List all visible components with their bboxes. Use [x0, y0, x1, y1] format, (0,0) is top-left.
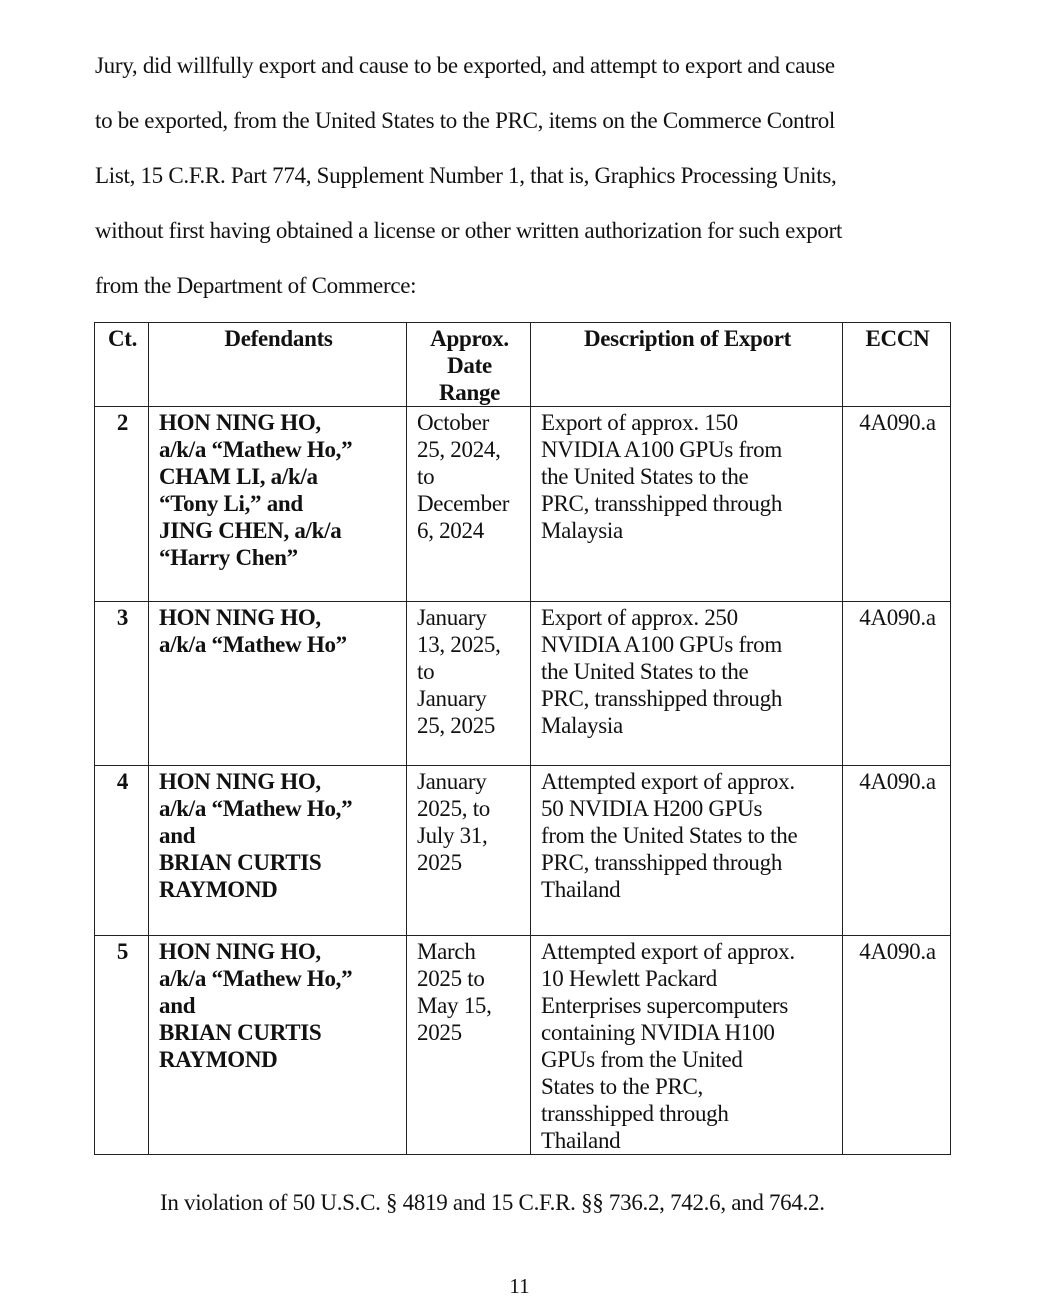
export-counts-table [94, 322, 951, 1155]
date-range-cell [407, 766, 531, 936]
header-date-line: Date [447, 353, 492, 378]
date-line: May 15, [417, 993, 492, 1018]
description-cell [531, 407, 843, 602]
description-line: Attempted export of approx. [541, 939, 795, 964]
defendant-line: JING CHEN, a/k/a [159, 518, 342, 543]
date-line: January [417, 769, 487, 794]
description-line: the United States to the [541, 464, 749, 489]
description-line: Attempted export of approx. [541, 769, 795, 794]
header-ct: Ct. [95, 323, 149, 407]
defendant-line: BRIAN CURTIS [159, 1020, 322, 1045]
description-line: Malaysia [541, 713, 623, 738]
defendant-line: CHAM LI, a/k/a [159, 464, 318, 489]
description-line: the United States to the [541, 659, 749, 684]
header-date-line: Approx. [430, 326, 509, 351]
date-line: 25, 2025 [417, 713, 496, 738]
date-range-cell [407, 936, 531, 1155]
defendant-line: HON NING HO, [159, 939, 321, 964]
date-range-cell [407, 407, 531, 602]
description-line: PRC, transshipped through [541, 686, 783, 711]
description-line: NVIDIA A100 GPUs from [541, 437, 782, 462]
date-line: July 31, [417, 823, 488, 848]
description-line: Enterprises supercomputers [541, 993, 789, 1018]
intro-line: to be exported, from the United States to the PRC, items on the Commerce Control [95, 108, 835, 133]
count-number: 4 [95, 766, 149, 936]
date-line: January [417, 686, 487, 711]
defendant-line: a/k/a “Mathew Ho,” [159, 437, 353, 462]
header-description: Description of Export [531, 323, 843, 407]
description-line: PRC, transshipped through [541, 491, 783, 516]
violation-citation: In violation of 50 U.S.C. § 4819 and 15 C.F.R. §§ 736.2, 742.6, and 764.2. [160, 1190, 825, 1215]
defendant-line: and [159, 993, 196, 1018]
description-cell [531, 936, 843, 1155]
table-header-row [95, 323, 951, 407]
intro-line: Jury, did willfully export and cause to be exported, and attempt to export and cause [95, 53, 835, 78]
description-line: containing NVIDIA H100 [541, 1020, 775, 1045]
date-line: 25, 2024, [417, 437, 501, 462]
defendant-line: “Tony Li,” and [159, 491, 303, 516]
count-number: 2 [95, 407, 149, 602]
description-line: PRC, transshipped through [541, 850, 783, 875]
date-line: 2025 [417, 1020, 462, 1045]
header-date-range [407, 323, 531, 407]
date-line: October [417, 410, 489, 435]
date-line: 2025, to [417, 796, 490, 821]
defendant-line: HON NING HO, [159, 410, 321, 435]
description-line: NVIDIA A100 GPUs from [541, 632, 782, 657]
header-date-line: Range [438, 380, 501, 405]
count-number: 5 [95, 936, 149, 1155]
defendant-line: HON NING HO, [159, 769, 321, 794]
description-line: Export of approx. 150 [541, 410, 738, 435]
intro-line: from the Department of Commerce: [95, 273, 417, 298]
eccn-cell: 4A090.a [843, 766, 951, 936]
defendant-line: a/k/a “Mathew Ho,” [159, 796, 353, 821]
defendant-line: “Harry Chen” [159, 545, 298, 570]
table-row [95, 602, 951, 766]
description-line: from the United States to the [541, 823, 798, 848]
defendant-line: a/k/a “Mathew Ho” [159, 632, 347, 657]
intro-line: List, 15 C.F.R. Part 774, Supplement Number 1, that is, Graphics Processing Units, [95, 163, 837, 188]
intro-line: without first having obtained a license or other written authorization for such export [95, 218, 843, 243]
eccn-cell: 4A090.a [843, 936, 951, 1155]
count-number: 3 [95, 602, 149, 766]
table-row [95, 407, 951, 602]
date-range-cell [407, 602, 531, 766]
table-row [95, 766, 951, 936]
description-line: Thailand [541, 877, 621, 902]
date-line: to [417, 464, 435, 489]
defendant-line: and [159, 823, 196, 848]
defendant-line: HON NING HO, [159, 605, 321, 630]
date-line: December [417, 491, 510, 516]
eccn-cell: 4A090.a [843, 407, 951, 602]
description-cell [531, 766, 843, 936]
defendant-line: a/k/a “Mathew Ho,” [159, 966, 353, 991]
description-line: Thailand [541, 1128, 621, 1153]
date-line: March [417, 939, 476, 964]
defendant-line: BRIAN CURTIS [159, 850, 322, 875]
date-line: 2025 [417, 850, 462, 875]
description-line: Export of approx. 250 [541, 605, 738, 630]
eccn-cell: 4A090.a [843, 602, 951, 766]
table-row [95, 936, 951, 1155]
description-line: transshipped through [541, 1101, 729, 1126]
date-line: 6, 2024 [417, 518, 484, 543]
description-cell [531, 602, 843, 766]
date-line: January [417, 605, 487, 630]
date-line: to [417, 659, 435, 684]
description-line: 50 NVIDIA H200 GPUs [541, 796, 763, 821]
header-defendants: Defendants [149, 323, 407, 407]
description-line: GPUs from the United [541, 1047, 743, 1072]
date-line: 13, 2025, [417, 632, 501, 657]
date-line: 2025 to [417, 966, 485, 991]
defendants-cell [149, 602, 407, 766]
defendants-cell [149, 407, 407, 602]
page-number: 11 [509, 1274, 530, 1298]
description-line: 10 Hewlett Packard [541, 966, 717, 991]
defendant-line: RAYMOND [159, 877, 278, 902]
defendants-cell [149, 936, 407, 1155]
header-eccn: ECCN [843, 323, 951, 407]
intro-paragraph [95, 38, 955, 313]
description-line: Malaysia [541, 518, 623, 543]
description-line: States to the PRC, [541, 1074, 704, 1099]
defendants-cell [149, 766, 407, 936]
defendant-line: RAYMOND [159, 1047, 278, 1072]
